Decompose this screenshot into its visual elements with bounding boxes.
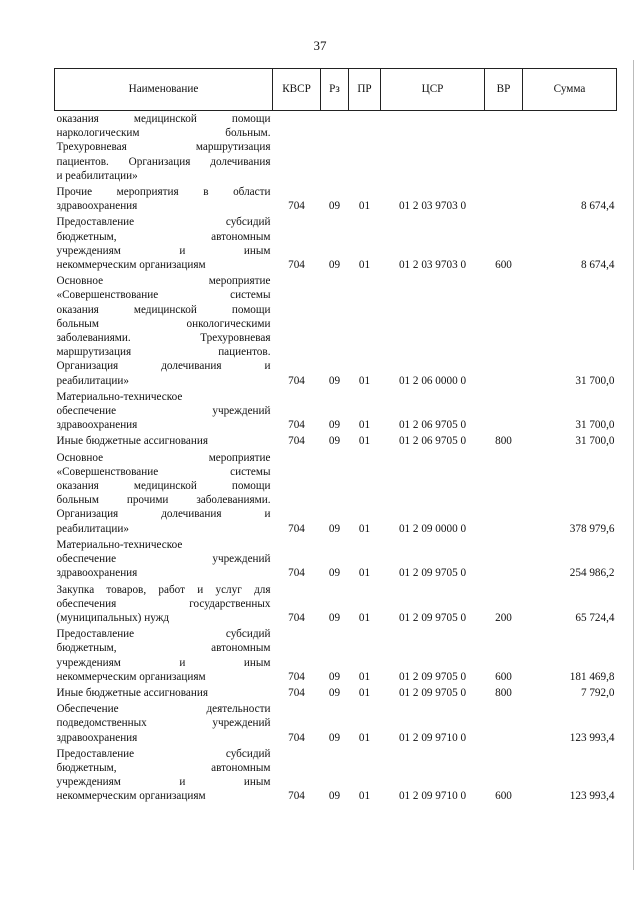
row-name-line: бюджетным, автономным bbox=[56, 230, 271, 243]
row-name-line: Закупка товаров, работ и услуг для bbox=[56, 583, 271, 596]
header-sum: Сумма bbox=[523, 69, 617, 111]
row-pr-cell: 01 bbox=[358, 374, 371, 387]
row-name-cell bbox=[55, 701, 273, 746]
row-vr-cell bbox=[485, 184, 523, 214]
row-pr-cell: 01 bbox=[358, 200, 371, 213]
row-name-line: обеспечения государственных bbox=[56, 597, 271, 610]
header-vr: ВР bbox=[485, 69, 523, 111]
row-pr-cell: 01 bbox=[358, 790, 371, 803]
row-vr-cell bbox=[485, 273, 523, 389]
row-rz-cell bbox=[321, 111, 349, 185]
table-header-row bbox=[55, 69, 617, 111]
row-name-line: больным прочими заболеваниями. bbox=[56, 494, 271, 507]
row-name-line: оказания медицинской помощи bbox=[56, 480, 271, 493]
row-vr-cell bbox=[485, 537, 523, 582]
row-name-line: маршрутизация пациентов. bbox=[56, 346, 271, 359]
table-row bbox=[55, 701, 617, 746]
row-name-line: (муниципальных) нужд bbox=[56, 611, 170, 624]
table-body bbox=[55, 111, 617, 805]
row-name-line: Основное мероприятие bbox=[56, 451, 271, 464]
row-csr-cell bbox=[381, 111, 485, 185]
row-name-line: обеспечение учреждений bbox=[56, 405, 271, 418]
row-name-cell bbox=[55, 537, 273, 582]
table-row bbox=[55, 273, 617, 389]
budget-table bbox=[54, 68, 617, 805]
row-name-line: некоммерческим организациям bbox=[56, 670, 206, 683]
row-name-line: Иные бюджетные ассигнования bbox=[56, 686, 208, 699]
row-vr-cell bbox=[485, 450, 523, 537]
row-name-line: Материально-техническое bbox=[56, 538, 183, 551]
table-row bbox=[55, 582, 617, 627]
row-kvsr-cell: 704 bbox=[288, 611, 305, 624]
row-sum-cell: 65 724,4 bbox=[575, 611, 615, 624]
row-sum-cell: 31 700,0 bbox=[575, 435, 615, 448]
row-kvsr-cell: 704 bbox=[288, 374, 305, 387]
table-row bbox=[55, 450, 617, 537]
page-number: 37 bbox=[313, 38, 327, 53]
row-sum-cell: 8 674,4 bbox=[580, 200, 615, 213]
row-csr-cell: 01 2 03 9703 0 bbox=[398, 200, 467, 213]
row-pr-cell: 01 bbox=[358, 435, 371, 448]
row-name-line: учреждениям и иным bbox=[56, 656, 271, 669]
row-rz-cell: 09 bbox=[328, 670, 341, 683]
page-edge-line bbox=[633, 60, 634, 870]
row-pr-cell: 01 bbox=[358, 670, 371, 683]
header-pr: ПР bbox=[349, 69, 381, 111]
row-pr-cell: 01 bbox=[358, 419, 371, 432]
row-name-line: некоммерческим организациям bbox=[56, 790, 206, 803]
row-name-line: Иные бюджетные ассигнования bbox=[56, 435, 208, 448]
row-csr-cell: 01 2 06 9705 0 bbox=[398, 435, 467, 448]
row-name-line: наркологическим больным. bbox=[56, 127, 271, 140]
row-name-cell bbox=[55, 389, 273, 434]
row-sum-cell: 254 986,2 bbox=[569, 567, 615, 580]
row-pr-cell: 01 bbox=[358, 567, 371, 580]
row-rz-cell: 09 bbox=[328, 522, 341, 535]
row-sum-cell: 31 700,0 bbox=[575, 419, 615, 432]
row-name-line: здравоохранения bbox=[56, 567, 138, 580]
row-name-line: оказания медицинской помощи bbox=[56, 303, 271, 316]
row-rz-cell: 09 bbox=[328, 374, 341, 387]
row-name-cell bbox=[55, 273, 273, 389]
row-csr-cell: 01 2 09 9710 0 bbox=[398, 790, 467, 803]
row-kvsr-cell: 704 bbox=[288, 686, 305, 699]
row-name-cell bbox=[55, 184, 273, 214]
row-name-line: реабилитации» bbox=[56, 522, 129, 535]
row-sum-cell: 378 979,6 bbox=[569, 522, 615, 535]
row-vr-cell bbox=[485, 701, 523, 746]
row-name-line: бюджетным, автономным bbox=[56, 642, 271, 655]
row-name-line: учреждениям и иным bbox=[56, 244, 271, 257]
row-rz-cell: 09 bbox=[328, 259, 341, 272]
header-csr: ЦСР bbox=[381, 69, 485, 111]
row-vr-cell bbox=[485, 389, 523, 434]
row-name-line: Предоставление субсидий bbox=[56, 747, 271, 760]
header-rz: Рз bbox=[321, 69, 349, 111]
row-sum-cell: 181 469,8 bbox=[569, 670, 615, 683]
table-row bbox=[55, 184, 617, 214]
table-row bbox=[55, 746, 617, 805]
row-name-line: Материально-техническое bbox=[56, 390, 183, 403]
row-csr-cell: 01 2 09 9705 0 bbox=[398, 611, 467, 624]
row-sum-cell bbox=[523, 111, 617, 185]
table-row bbox=[55, 389, 617, 434]
row-sum-cell: 8 674,4 bbox=[580, 259, 615, 272]
row-name-line: здравоохранения bbox=[56, 419, 138, 432]
row-sum-cell: 123 993,4 bbox=[569, 790, 615, 803]
row-sum-cell: 123 993,4 bbox=[569, 731, 615, 744]
row-name-line: заболеваниями. Трехуровневая bbox=[56, 332, 271, 345]
row-name-line: реабилитации» bbox=[56, 374, 129, 387]
row-rz-cell: 09 bbox=[328, 435, 341, 448]
row-pr-cell: 01 bbox=[358, 686, 371, 699]
row-name-line: пациентов. Организация долечивания bbox=[56, 155, 271, 168]
row-csr-cell: 01 2 09 9705 0 bbox=[398, 686, 467, 699]
row-name-line: подведомственных учреждений bbox=[56, 717, 271, 730]
row-name-line: оказания медицинской помощи bbox=[56, 113, 271, 125]
row-name-line: Трехуровневая маршрутизация bbox=[56, 141, 271, 154]
row-name-line: Обеспечение деятельности bbox=[56, 703, 271, 716]
row-name-line: учреждениям и иным bbox=[56, 776, 271, 789]
row-name-line: «Совершенствование системы bbox=[56, 465, 271, 478]
row-kvsr-cell: 704 bbox=[288, 567, 305, 580]
row-rz-cell: 09 bbox=[328, 686, 341, 699]
row-name-line: и реабилитации» bbox=[56, 169, 138, 182]
row-csr-cell: 01 2 09 9710 0 bbox=[398, 731, 467, 744]
row-kvsr-cell: 704 bbox=[288, 435, 305, 448]
table-row bbox=[55, 111, 617, 185]
row-name-line: Организация долечивания и bbox=[56, 508, 271, 521]
row-kvsr-cell: 704 bbox=[288, 731, 305, 744]
row-csr-cell: 01 2 09 9705 0 bbox=[398, 670, 467, 683]
row-rz-cell: 09 bbox=[328, 731, 341, 744]
row-vr-cell: 800 bbox=[495, 435, 512, 448]
row-name-line: Основное мероприятие bbox=[56, 275, 271, 288]
row-name-line: обеспечение учреждений bbox=[56, 553, 271, 566]
row-name-cell bbox=[55, 626, 273, 685]
row-name-cell bbox=[55, 450, 273, 537]
row-vr-cell: 800 bbox=[495, 686, 512, 699]
row-pr-cell: 01 bbox=[358, 522, 371, 535]
table-row bbox=[55, 685, 617, 701]
header-kvsr: КВСР bbox=[273, 69, 321, 111]
row-name-line: «Совершенствование системы bbox=[56, 289, 271, 302]
row-csr-cell: 01 2 03 9703 0 bbox=[398, 259, 467, 272]
row-kvsr-cell: 704 bbox=[288, 522, 305, 535]
row-kvsr-cell: 704 bbox=[288, 259, 305, 272]
row-rz-cell: 09 bbox=[328, 419, 341, 432]
row-kvsr-cell: 704 bbox=[288, 419, 305, 432]
table-row bbox=[55, 537, 617, 582]
row-pr-cell: 01 bbox=[358, 731, 371, 744]
row-vr-cell: 600 bbox=[495, 670, 512, 683]
row-rz-cell: 09 bbox=[328, 200, 341, 213]
row-rz-cell: 09 bbox=[328, 567, 341, 580]
row-rz-cell: 09 bbox=[328, 790, 341, 803]
row-name-line: Прочие мероприятия в области bbox=[56, 186, 271, 199]
row-kvsr-cell: 704 bbox=[288, 670, 305, 683]
row-name-line: бюджетным, автономным bbox=[56, 761, 271, 774]
row-name-line: Предоставление субсидий bbox=[56, 628, 271, 641]
table-row bbox=[55, 214, 617, 273]
row-name-line: некоммерческим организациям bbox=[56, 259, 206, 272]
row-name-cell bbox=[55, 433, 273, 449]
table-row bbox=[55, 626, 617, 685]
row-name-line: Предоставление субсидий bbox=[56, 216, 271, 229]
row-csr-cell: 01 2 06 0000 0 bbox=[398, 374, 467, 387]
row-name-line: Организация долечивания и bbox=[56, 360, 271, 373]
row-csr-cell: 01 2 09 0000 0 bbox=[398, 522, 467, 535]
row-vr-cell: 600 bbox=[495, 259, 512, 272]
row-name-cell bbox=[55, 746, 273, 805]
row-vr-cell: 600 bbox=[495, 790, 512, 803]
row-pr-cell bbox=[349, 111, 381, 185]
row-name-line: здравоохранения bbox=[56, 731, 138, 744]
row-sum-cell: 7 792,0 bbox=[580, 686, 615, 699]
row-name-cell bbox=[55, 685, 273, 701]
table-row bbox=[55, 433, 617, 449]
row-kvsr-cell: 704 bbox=[288, 790, 305, 803]
row-pr-cell: 01 bbox=[358, 259, 371, 272]
row-name-line: здравоохранения bbox=[56, 200, 138, 213]
row-kvsr-cell: 704 bbox=[288, 200, 305, 213]
row-pr-cell: 01 bbox=[358, 611, 371, 624]
row-sum-cell: 31 700,0 bbox=[575, 374, 615, 387]
row-name-cell bbox=[55, 214, 273, 273]
header-name: Наименование bbox=[55, 69, 273, 111]
row-rz-cell: 09 bbox=[328, 611, 341, 624]
row-csr-cell: 01 2 09 9705 0 bbox=[398, 567, 467, 580]
row-kvsr-cell bbox=[273, 111, 321, 185]
row-name-line: больным онкологическими bbox=[56, 317, 271, 330]
row-csr-cell: 01 2 06 9705 0 bbox=[398, 419, 467, 432]
row-name-cell bbox=[55, 111, 273, 185]
row-name-cell bbox=[55, 582, 273, 627]
row-vr-cell: 200 bbox=[495, 611, 512, 624]
row-vr-cell bbox=[485, 111, 523, 185]
